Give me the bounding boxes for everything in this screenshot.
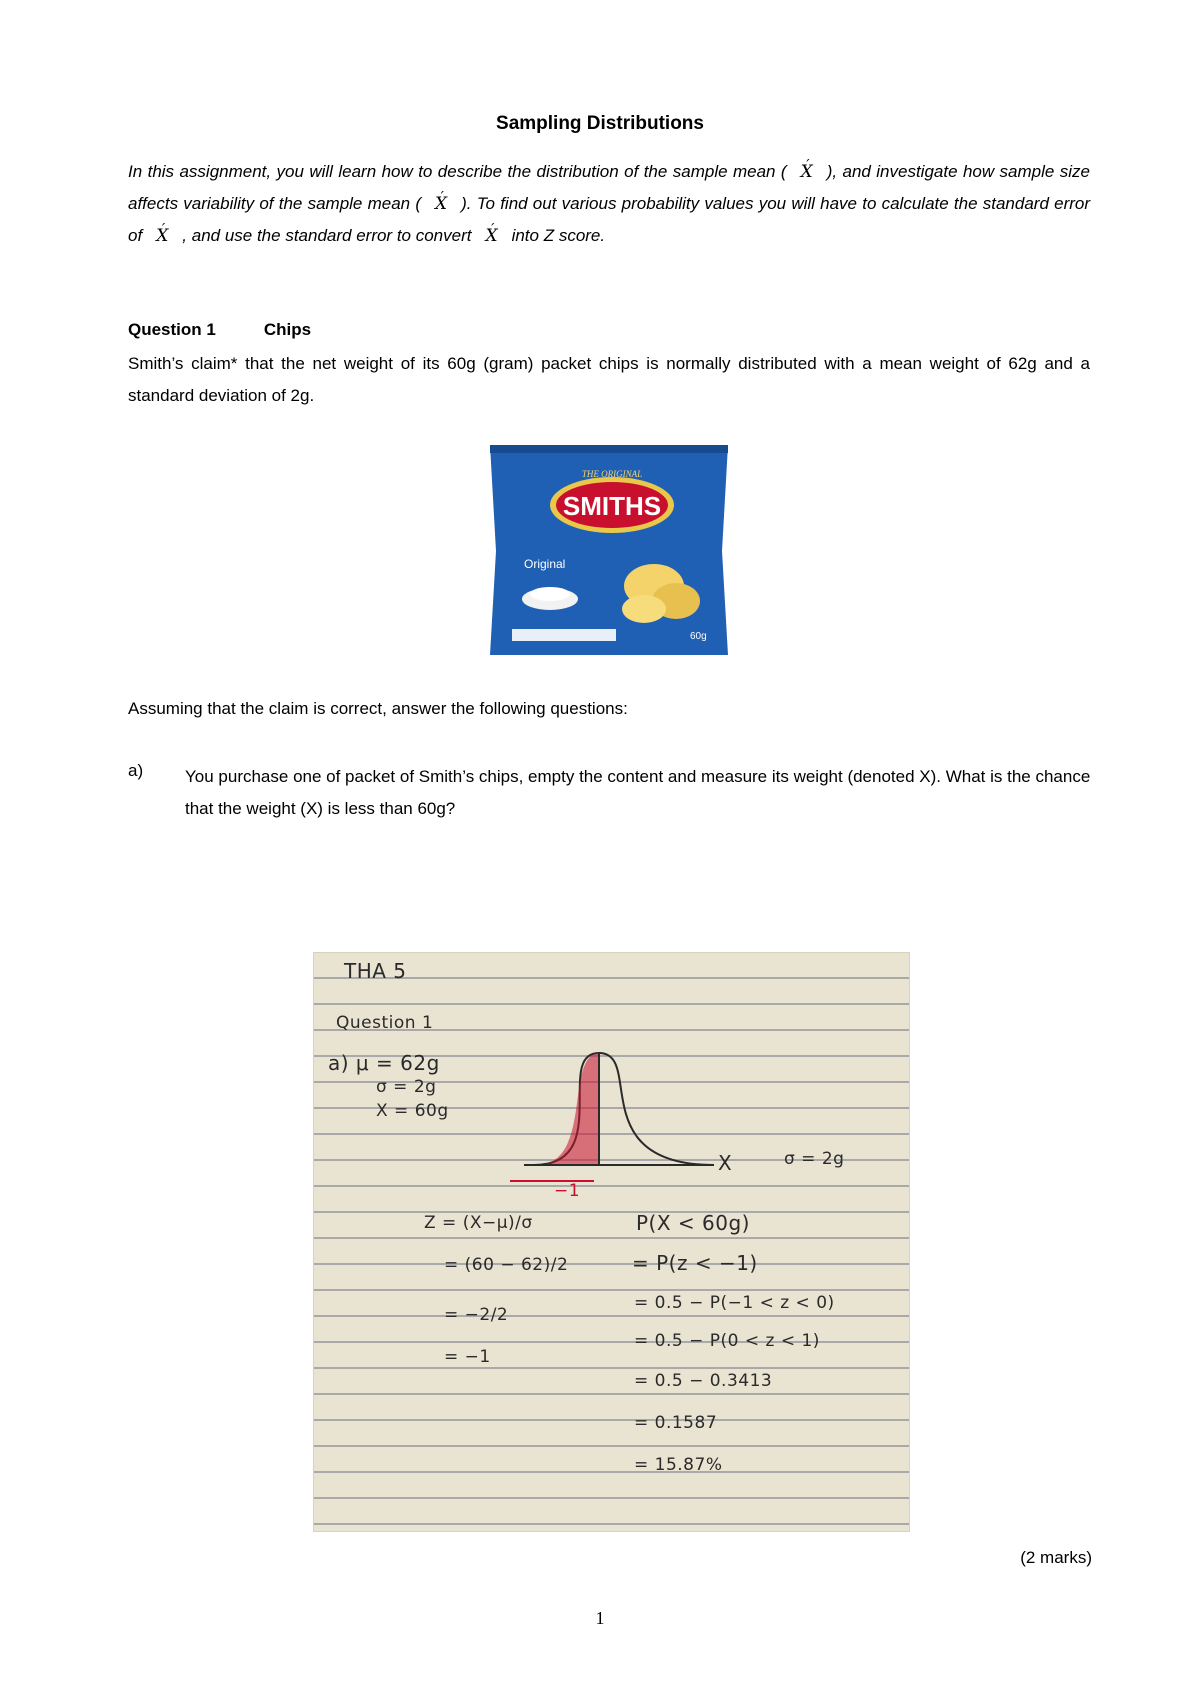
part-a-letter: a) — [128, 761, 144, 780]
xbar-symbol: ´ X — [435, 194, 447, 214]
question-body: Smith’s claim* that the net weight of its 60g (gram) packet chips is normally distributed with a mean weight of 62g and a standard deviation of 2g. — [128, 354, 1090, 405]
notes-p3: = 0.5 − P(−1 < z < 0) — [634, 1293, 835, 1313]
notes-minus-one: −1 — [554, 1181, 581, 1201]
notes-z-frac: = −2/2 — [444, 1305, 509, 1325]
question-label: Question 1 — [128, 320, 216, 339]
intro-part-1: In this assignment, you will learn how to describe the distribution of the sample mean ( — [128, 162, 787, 181]
intro-part-3: ). To find out various probability values you will have to calculate the standard error of — [128, 194, 1091, 245]
notes-z-result: = −1 — [444, 1347, 491, 1367]
page-number: 1 — [595, 1608, 605, 1628]
intro-part-5: into Z score. — [511, 226, 606, 245]
notes-p7: = 15.87% — [634, 1455, 723, 1475]
notes-sigma: σ = 2g — [376, 1077, 437, 1097]
xbar-symbol: ´ X — [801, 162, 813, 182]
notes-p6: = 0.1587 — [634, 1413, 718, 1433]
intro-paragraph — [128, 156, 1090, 252]
packet-flavour: Original — [524, 557, 566, 571]
notes-z-sub: = (60 − 62)/2 — [444, 1255, 569, 1275]
handwritten-notes-photo — [313, 952, 910, 1532]
part-a-text: You purchase one of packet of Smith’s chips, empty the content and measure its weight (denoted X). What is the chance that the weight (X) is less than 60g? — [185, 767, 1091, 818]
notes-z-formula: Z = (X−μ)/σ — [424, 1213, 533, 1233]
intro-part-4: , and use the standard error to convert — [182, 226, 472, 245]
marks-label: (2 marks) — [1020, 1548, 1092, 1567]
question-heading — [128, 320, 311, 340]
notes-x: X = 60g — [376, 1101, 449, 1121]
notes-axis-note: σ = 2g — [784, 1149, 845, 1169]
notes-mu: a) μ = 62g — [328, 1051, 440, 1075]
question-topic: Chips — [263, 320, 312, 339]
notes-p5: = 0.5 − 0.3413 — [634, 1371, 773, 1391]
notes-header: THA 5 — [344, 959, 407, 983]
xbar-symbol: ´ X — [485, 226, 497, 246]
notes-question: Question 1 — [336, 1013, 434, 1033]
notes-axis-label: X — [718, 1151, 733, 1175]
page-title: Sampling Distributions — [496, 113, 704, 134]
intro-part-2: ), and investigate how sample size affects variability of the sample mean ( — [128, 162, 1090, 213]
packet-banner: THE ORIGINAL — [581, 469, 643, 479]
assumption-text: Assuming that the claim is correct, answer the following questions: — [128, 699, 628, 718]
notes-p2: = P(z < −1) — [632, 1251, 758, 1275]
notes-p1: P(X < 60g) — [636, 1211, 750, 1235]
normal-curve-sketch — [314, 953, 909, 1531]
chips-packet-image — [484, 441, 734, 659]
xbar-symbol: ´ X — [156, 226, 168, 246]
packet-brand: SMITHS — [562, 491, 662, 521]
notes-p4: = 0.5 − P(0 < z < 1) — [634, 1331, 820, 1351]
packet-weight: 60g — [690, 631, 707, 642]
